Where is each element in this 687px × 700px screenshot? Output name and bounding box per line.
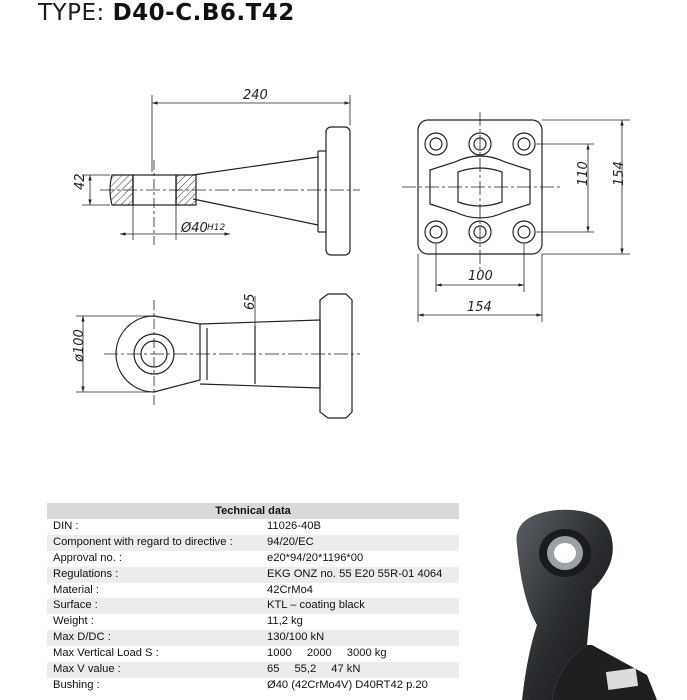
dim-154-horizontal: 154: [467, 300, 492, 315]
table-row: Surface : KTL – coating black: [47, 598, 459, 614]
page-title: TYPE: D40-C.B6.T42: [38, 0, 295, 26]
table-row: Material : 42CrMo4: [53, 583, 314, 596]
dim-240: 240: [243, 88, 268, 103]
table-row: Max V value : 65 55,2 47 kN: [47, 662, 459, 678]
table-row: Max Vertical Load S : 1000 2000 3000 kg: [53, 647, 387, 660]
dim-bore-tolerance: H12: [207, 223, 226, 233]
product-photo: [497, 505, 675, 700]
table-title: Technical data: [47, 503, 459, 519]
table-row: Bushing : Ø40 (42CrMo4V) D40RT42 p.20: [53, 678, 428, 691]
dim-65: 65: [243, 293, 258, 310]
table-row: Approval no. : e20*94/20*1196*00: [53, 551, 364, 564]
dim-bore: Ø40: [181, 221, 208, 236]
dim-154-vertical: 154: [612, 161, 627, 186]
table-row: Max D/DC : 130/100 kN: [47, 630, 459, 646]
technical-data-table: [47, 503, 459, 694]
table-row: Component with regard to directive : 94/20/EC: [47, 535, 459, 551]
top-view: [76, 294, 360, 418]
table-row: Weight : 11,2 kg: [53, 615, 303, 628]
type-code: D40-C.B6.T42: [112, 0, 295, 26]
dim-42: 42: [73, 173, 88, 190]
table-row: DIN : 11026-40B: [53, 520, 321, 532]
flange-view: [402, 112, 630, 322]
table-row: Regulations : EKG ONZ no. 55 E20 55R-01 4064: [47, 567, 459, 583]
dim-dia100: ø100: [72, 329, 87, 362]
dim-110: 110: [576, 161, 591, 186]
dim-100: 100: [468, 269, 493, 284]
